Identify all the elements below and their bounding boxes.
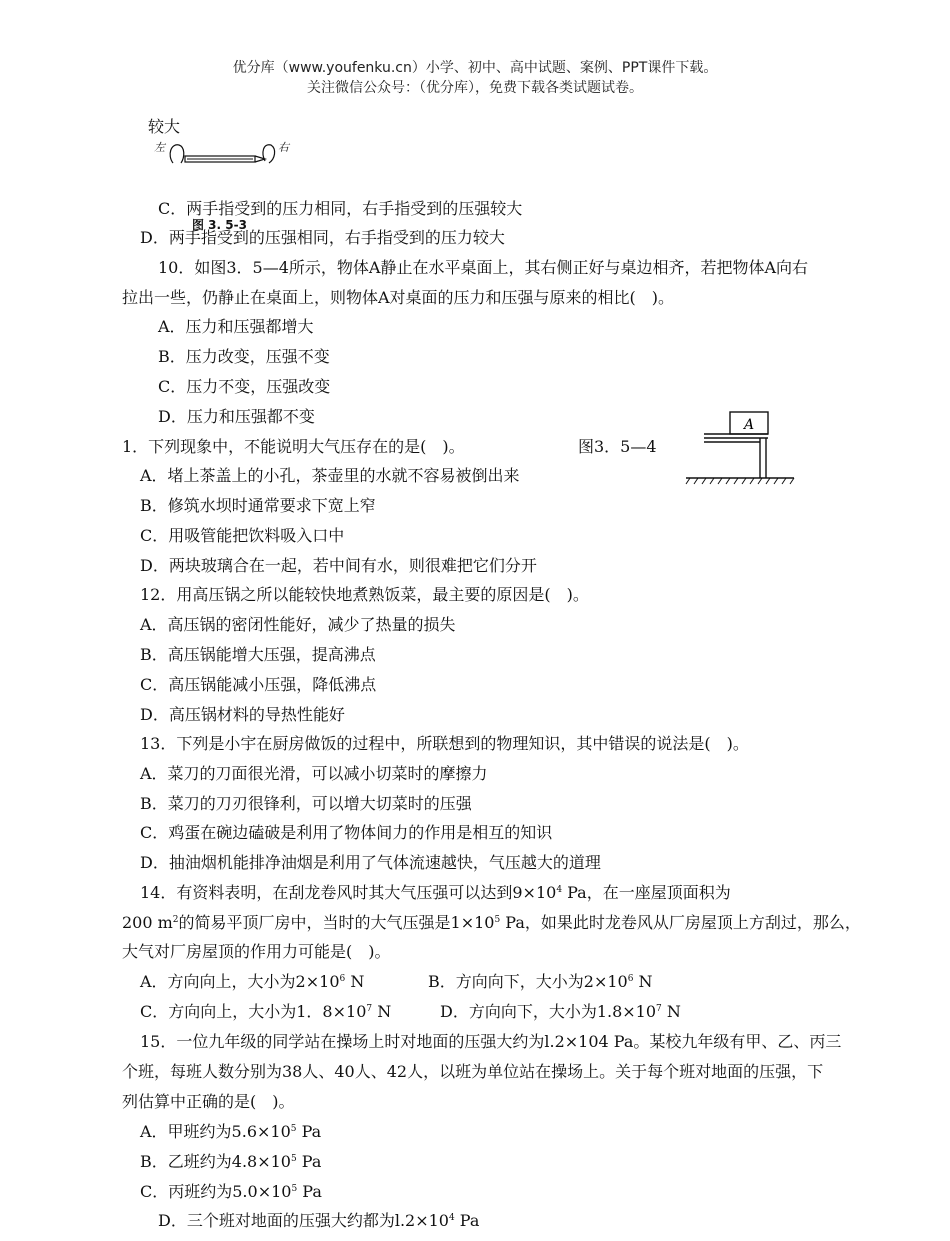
q13-option-d: D．抽油烟机能排净油烟是利用了气体流速越快，气压越大的道理 bbox=[140, 853, 601, 872]
block-on-table-figure bbox=[684, 408, 796, 488]
q10-stem-2: 拉出一些，仍静止在桌面上，则物体A对桌面的压力和压强与原来的相比( )。 bbox=[122, 288, 675, 307]
fig-label-larger: 较大 bbox=[148, 117, 181, 136]
fig354-caption: 图3．5—4 bbox=[578, 437, 657, 456]
q10-option-d: D．压力和压强都不变 bbox=[158, 407, 315, 426]
q15-stem-3: 列估算中正确的是( )。 bbox=[122, 1092, 295, 1111]
q15-stem-1: 15．一位九年级的同学站在操场上时对地面的压强大约为l.2×104 Pa。某校九年级有甲、乙、丙三 bbox=[140, 1032, 842, 1051]
fig-label-right: 右 bbox=[278, 141, 289, 154]
q13-option-c: C．鸡蛋在碗边磕破是利用了物体间力的作用是相互的知识 bbox=[140, 823, 553, 842]
q15-option-c: C．丙班约为$5.0\times 10^5$ Pa bbox=[140, 1182, 322, 1201]
q14-option-a: A．方向向上，大小为$2\times 10^6$ N bbox=[140, 972, 365, 991]
fig-label-left: 左 bbox=[154, 141, 165, 154]
q11-option-b: B．修筑水坝时通常要求下宽上窄 bbox=[140, 496, 376, 515]
q13-stem: 13．下列是小宇在厨房做饭的过程中，所联想到的物理知识，其中错误的说法是( )。 bbox=[140, 734, 749, 753]
q14-option-b: B．方向向下，大小为$2\times 10^6$ N bbox=[428, 972, 653, 991]
header-line-1: 优分库（www.youfenku.cn）小学、初中、高中试题、案例、PPT课件下载。 bbox=[232, 60, 718, 76]
q11-stem: 1．下列现象中，不能说明大气压存在的是( )。 bbox=[122, 437, 465, 456]
q12-option-d: D．高压锅材料的导热性能好 bbox=[140, 705, 345, 724]
header-line-2: 关注微信公众号：（优分库），免费下载各类试题试卷。 bbox=[307, 80, 643, 96]
q9-option-d: D．两手指受到的压强相同，右手指受到的压力较大 bbox=[140, 228, 505, 247]
q10-stem-1: 10．如图3．5—4所示，物体A静止在水平桌面上，其右侧正好与桌边相齐，若把物体A向右 bbox=[158, 258, 809, 277]
fig353-caption: 图 3. 5-3 bbox=[192, 218, 247, 232]
q9-option-c: C．两手指受到的压力相同，右手指受到的压强较大 bbox=[158, 199, 523, 218]
q14-stem-1: 14．有资料表明，在刮龙卷风时其大气压强可以达到$9\times 10^4$ Pa，在一座屋顶面积为 bbox=[140, 883, 731, 902]
q14-option-c: C．方向向上，大小为1．$8\times 10^7$ N bbox=[140, 1002, 392, 1021]
block-a-label: A bbox=[744, 417, 755, 433]
q10-option-c: C．压力不变，压强改变 bbox=[158, 377, 331, 396]
q14-stem-2: 200 $m^2$的简易平顶厂房中，当时的大气压强是$1\times 10^5$ Pa，如果此时龙卷风从厂房屋顶上方刮过，那么， bbox=[122, 913, 861, 932]
q12-stem: 12．用高压锅之所以能较快地煮熟饭菜，最主要的原因是( )。 bbox=[140, 585, 589, 604]
q15-option-b: B．乙班约为$4.8\times 10^5$ Pa bbox=[140, 1152, 322, 1171]
q11-option-a: A．堵上茶盖上的小孔，茶壶里的水就不容易被倒出来 bbox=[140, 466, 520, 485]
pencil-fingers-figure bbox=[165, 137, 280, 171]
q15-option-a: A．甲班约为$5.6\times 10^5$ Pa bbox=[140, 1122, 322, 1141]
q10-option-a: A．压力和压强都增大 bbox=[158, 317, 314, 336]
q12-option-b: B．高压锅能增大压强，提高沸点 bbox=[140, 645, 376, 664]
q15-option-d: D．三个班对地面的压强大约都为$l.2\times 10^4$ Pa bbox=[158, 1211, 480, 1230]
q12-option-c: C．高压锅能减小压强，降低沸点 bbox=[140, 675, 377, 694]
q11-option-c: C．用吸管能把饮料吸入口中 bbox=[140, 526, 345, 545]
q12-option-a: A．高压锅的密闭性能好，减少了热量的损失 bbox=[140, 615, 456, 634]
q10-option-b: B．压力改变，压强不变 bbox=[158, 347, 330, 366]
q14-stem-3: 大气对厂房屋顶的作用力可能是( )。 bbox=[122, 942, 391, 961]
q14-option-d: D．方向向下，大小为$1.8\times 10^7$ N bbox=[440, 1002, 681, 1021]
q13-option-a: A．菜刀的刀面很光滑，可以减小切菜时的摩擦力 bbox=[140, 764, 488, 783]
q11-option-d: D．两块玻璃合在一起，若中间有水，则很难把它们分开 bbox=[140, 556, 537, 575]
q13-option-b: B．菜刀的刀刃很锋利，可以增大切菜时的压强 bbox=[140, 794, 472, 813]
q15-stem-2: 个班，每班人数分别为38人、40人、42人，以班为单位站在操场上。关于每个班对地面的压强，下 bbox=[122, 1062, 824, 1081]
